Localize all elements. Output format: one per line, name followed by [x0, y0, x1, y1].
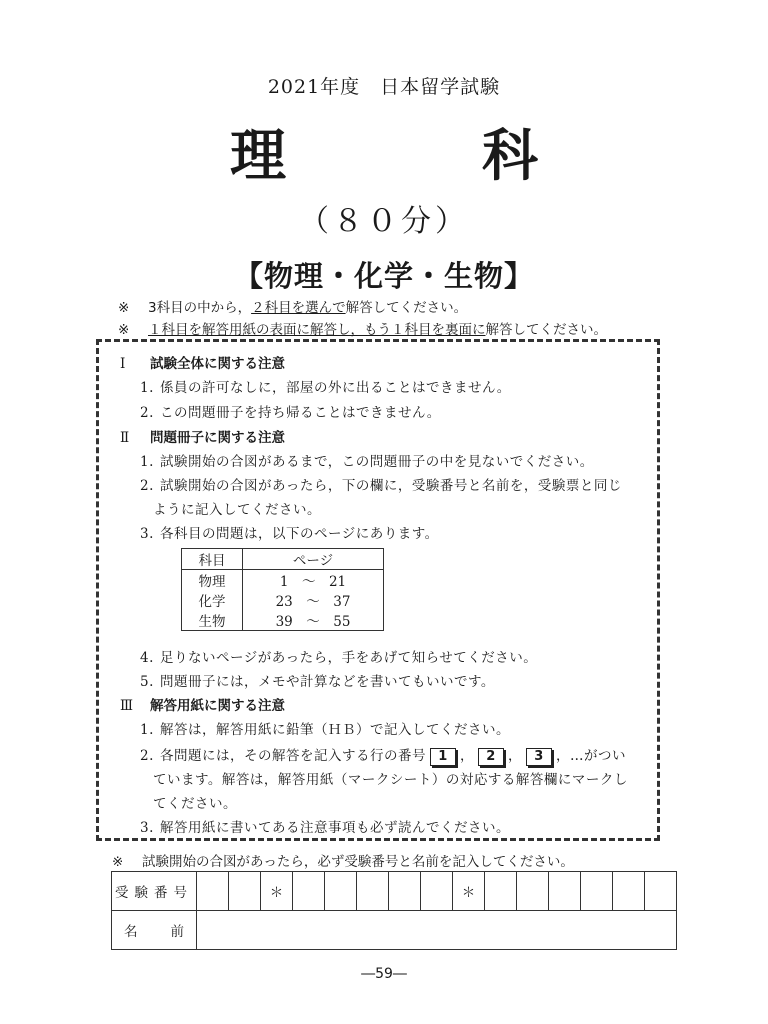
section-1-heading — [120, 352, 285, 372]
item-number: 3. — [140, 526, 154, 542]
top-note-2 — [118, 318, 607, 338]
note-mark: ※ — [118, 322, 130, 338]
page-title: 理 科 — [230, 123, 608, 189]
exam-number-digit-box[interactable] — [645, 872, 677, 911]
exam-number-digit-box[interactable] — [549, 872, 581, 911]
item-text: 解答は，解答用紙に鉛筆（ＨＢ）で記入してください。 — [160, 722, 510, 738]
answer-row-number-box: 2 — [478, 748, 504, 766]
name-label-char: 前 — [170, 924, 184, 940]
item-text: ように記入してください。 — [153, 502, 321, 518]
tilde: ～ — [306, 614, 320, 630]
list-item — [140, 450, 594, 470]
exam-number-separator: ＊ — [261, 872, 293, 911]
section-number: Ⅲ — [120, 698, 134, 714]
name-label-char: 名 — [124, 924, 138, 940]
list-item — [140, 376, 511, 396]
answer-row-number-box: 1 — [430, 748, 456, 766]
table-cell-pages — [243, 590, 384, 610]
section-3-heading — [120, 694, 285, 714]
table-cell-subject: 物理 — [182, 570, 243, 591]
name-row — [112, 911, 677, 950]
item-text: 問題冊子には，メモや計算などを書いてもいいです。 — [160, 674, 495, 690]
list-item — [140, 646, 537, 666]
exam-number-digit-box[interactable] — [293, 872, 325, 911]
list-item — [140, 670, 495, 690]
item-text: 係員の許可なしに，部屋の外に出ることはできません。 — [160, 380, 511, 396]
section-number: Ⅱ — [120, 430, 130, 446]
subjects-heading: 【物理・化学・生物】 — [233, 259, 534, 293]
item-number: 2. — [140, 405, 154, 421]
list-item — [140, 401, 441, 421]
item-number: 2. — [140, 478, 154, 494]
item-text: 各問題には，その解答を記入する行の番号 — [160, 748, 426, 764]
item-text: 足りないページがあったら，手をあげて知らせてください。 — [160, 650, 538, 666]
item-text: 試験開始の合図があるまで，この問題冊子の中を見ないでください。 — [160, 454, 594, 470]
table-header: 科目 — [182, 549, 243, 570]
item-text: ています。解答は，解答用紙（マークシート）の対応する解答欄にマークし — [153, 772, 628, 788]
exam-number-digit-box[interactable] — [613, 872, 645, 911]
item-text: てください。 — [153, 796, 237, 812]
item-number: 4. — [140, 650, 154, 666]
page-to: 21 — [328, 574, 347, 590]
page-from: 1 — [279, 574, 289, 590]
name-label — [112, 911, 197, 950]
list-item-continuation — [153, 498, 321, 518]
note-mark: ※ — [118, 300, 130, 316]
exam-number-label: 受験番号 — [112, 872, 197, 911]
page-from: 39 — [275, 614, 293, 630]
page-number: ―59― — [361, 966, 407, 982]
note-text: 解答してください。 — [485, 322, 607, 338]
list-item-continuation — [153, 792, 237, 812]
note-text: 解答してください。 — [345, 300, 468, 316]
item-number: 1. — [140, 380, 154, 396]
item-number: 1. — [140, 454, 154, 470]
section-title: 解答用紙に関する注意 — [150, 698, 285, 714]
table-header: ページ — [243, 549, 384, 570]
note-underlined: ２科目を選んで — [251, 300, 346, 316]
item-text: 各科目の問題は，以下のページにあります。 — [160, 526, 439, 542]
page-to: 55 — [333, 614, 351, 630]
list-item — [140, 816, 510, 836]
table-row — [182, 610, 384, 631]
item-number: 3. — [140, 820, 154, 836]
pages-table — [181, 548, 384, 631]
note-mark: ※ — [112, 854, 124, 870]
answer-row-number-box: 3 — [526, 748, 552, 766]
exam-number-digit-box[interactable] — [421, 872, 453, 911]
exam-number-digit-box[interactable] — [389, 872, 421, 911]
page-from: 23 — [275, 594, 293, 610]
top-note-1 — [118, 296, 467, 316]
table-cell-subject: 生物 — [182, 610, 243, 631]
section-2-heading — [120, 426, 285, 446]
page-to: 37 — [333, 594, 351, 610]
item-text: 解答用紙に書いてある注意事項も必ず読んでください。 — [160, 820, 510, 836]
list-item-continuation — [153, 768, 628, 788]
note-text: 試験開始の合図があったら，必ず受験番号と名前を記入してください。 — [142, 854, 574, 870]
name-field[interactable] — [197, 911, 677, 950]
list-item — [140, 718, 510, 738]
table-cell-pages — [243, 610, 384, 631]
exam-number-digit-box[interactable] — [229, 872, 261, 911]
list-item: 2. 各問題には，その解答を記入する行の番号 1 ， 2 ， 3 ，…がつい — [140, 748, 626, 764]
exam-header: 2021年度 日本留学試験 — [267, 76, 501, 98]
note-text: 3科目の中から， — [148, 300, 252, 316]
item-number: 1. — [140, 722, 154, 738]
exam-duration: （８０分） — [299, 204, 469, 239]
list-item — [140, 474, 622, 494]
section-title: 問題冊子に関する注意 — [150, 430, 285, 446]
item-number: 2. — [140, 748, 154, 764]
tilde: ～ — [306, 594, 320, 610]
exam-number-digit-box[interactable] — [197, 872, 229, 911]
item-text: ，…がつい — [556, 748, 626, 764]
exam-number-digit-box[interactable] — [357, 872, 389, 911]
exam-number-separator: ＊ — [453, 872, 485, 911]
table-cell-pages — [243, 570, 384, 591]
section-number: Ⅰ — [120, 356, 126, 372]
table-row — [182, 590, 384, 610]
item-text: この問題冊子を持ち帰ることはできません。 — [160, 405, 441, 421]
section-title: 試験全体に関する注意 — [150, 356, 285, 372]
exam-number-digit-box[interactable] — [485, 872, 517, 911]
item-number: 5. — [140, 674, 154, 690]
table-cell-subject: 化学 — [182, 590, 243, 610]
list-item — [140, 522, 439, 542]
tilde: ～ — [301, 574, 316, 590]
item-text: 試験開始の合図があったら，下の欄に，受験番号と名前を，受験票と同じ — [160, 478, 622, 494]
exam-number-digit-box[interactable] — [517, 872, 549, 911]
exam-number-row — [112, 872, 677, 911]
exam-number-digit-box[interactable] — [325, 872, 357, 911]
final-note — [112, 850, 574, 870]
examinee-id-form — [111, 871, 677, 950]
table-row — [182, 570, 384, 591]
exam-number-digit-box[interactable] — [581, 872, 613, 911]
note-underlined: １科目を解答用紙の表面に解答し，もう１科目を裏面に — [148, 322, 486, 338]
